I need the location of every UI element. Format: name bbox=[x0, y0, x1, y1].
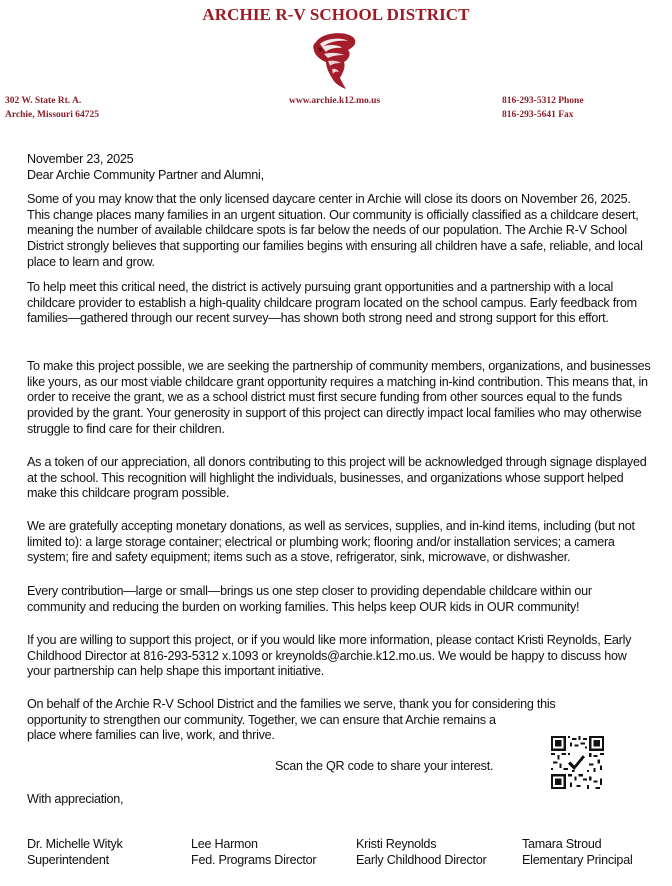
paragraph-text: Some of you may know that the only licensed daycare center in Archie will close its doors on November 26, 2025. This change places many families in an urgent situation. Our community is officially classified as a childcare desert, meaning the number of available childcare spots is far below the needs of our population. The Archie R-V School District strongly believes that supporting our families begins with ensuring all children have a safe, reliable, and local place to learn and grow. bbox=[27, 192, 643, 269]
paragraph-line: opportunity to strengthen our community. Together, we can ensure that Archie remains a bbox=[27, 712, 496, 727]
paragraph-text: If you are willing to support this project, or if you would like more information, please contact Kristi Reynolds, Early Childhood Director at 816-293-5312 x.1093 or kreynolds@archie.k12.mo.us. We would be happy to discuss how your partnership can help shape this important initiative. bbox=[27, 633, 632, 679]
paragraph-line: On behalf of the Archie R-V School District and the families we serve, thank you for considering this bbox=[27, 697, 556, 711]
qr-caption: Scan the QR code to share your interest. bbox=[275, 759, 494, 773]
phone-number: 816-293-5312 Phone bbox=[502, 96, 584, 106]
district-contact bbox=[502, 94, 584, 122]
salutation: Dear Archie Community Partner and Alumni, bbox=[27, 167, 264, 182]
signer-title: Superintendent bbox=[27, 853, 109, 867]
signature-superintendent bbox=[27, 836, 123, 868]
district-address bbox=[5, 94, 99, 122]
signature-early-childhood-director bbox=[356, 836, 487, 868]
paragraph-partnership-request bbox=[27, 359, 652, 438]
paragraph-contact-info bbox=[27, 633, 652, 680]
date-salutation-block bbox=[27, 152, 652, 183]
signer-name: Tamara Stroud bbox=[522, 837, 602, 851]
letter-date: November 23, 2025 bbox=[27, 152, 134, 166]
signature-fed-programs-director bbox=[191, 836, 316, 868]
fax-number: 816-293-5641 Fax bbox=[502, 110, 574, 120]
signature-elementary-principal bbox=[522, 836, 633, 868]
paragraph-text: Every contribution—large or small—brings us one step closer to providing dependable childcare within our community and reducing the burden on working families. This helps keep OUR kids in OUR community! bbox=[27, 584, 592, 614]
paragraph-accepted-donations bbox=[27, 519, 652, 566]
signer-name: Dr. Michelle Wityk bbox=[27, 837, 123, 851]
paragraph-every-contribution bbox=[27, 584, 652, 615]
signer-name: Kristi Reynolds bbox=[356, 837, 437, 851]
paragraph-text: As a token of our appreciation, all donors contributing to this project will be acknowledged through signage displayed at the school. This recognition will highlight the individuals, businesses, and organizations whose support helped make this childcare program possible. bbox=[27, 455, 647, 501]
address-line-2: Archie, Missouri 64725 bbox=[5, 110, 100, 120]
paragraph-donor-recognition bbox=[27, 455, 652, 502]
paragraph-line: place where families can live, work, and thrive. bbox=[27, 728, 275, 743]
website-link[interactable]: www.archie.k12.mo.us bbox=[289, 96, 381, 106]
paragraph-text: To help meet this critical need, the district is actively pursuing grant opportunities and a partnership with a local childcare provider to establish a high-quality childcare program located on the school campus. Early feedback from families—gathered through our recent survey—has shown both strong need and strong support for this effort. bbox=[27, 280, 637, 326]
paragraph-daycare-closing bbox=[27, 192, 652, 271]
tornado-logo-icon bbox=[302, 28, 364, 90]
signer-title: Early Childhood Director bbox=[356, 853, 487, 867]
district-title: ARCHIE R-V SCHOOL DISTRICT bbox=[202, 5, 470, 24]
paragraph-text: We are gratefully accepting monetary donations, as well as services, supplies, and in-kind items, including (but not limited to): a large storage container; electrical or plumbing work; flooring and/or installation services; a camera system; fire and safety equipment; items such as a stove, refrigerator, sink, microwave, or dishwasher. bbox=[27, 519, 635, 565]
closing: With appreciation, bbox=[27, 792, 124, 806]
paragraph-text: To make this project possible, we are seeking the partnership of community members, organizations, and businesses like yours, as our most viable childcare grant opportunity requires a matching in-kind contribution. This means that, in order to receive the grant, we as a school district must first secure funding from other sources equal to the funds provided by the grant. Your generosity in support of this project can directly impact local families who may otherwise struggle to find care for their children. bbox=[27, 359, 651, 436]
address-line-1: 302 W. State Rt. A. bbox=[5, 96, 82, 106]
district-website bbox=[289, 94, 380, 108]
paragraph-grant-pursuit bbox=[27, 280, 652, 327]
signer-name: Lee Harmon bbox=[191, 837, 258, 851]
signer-title: Fed. Programs Director bbox=[191, 853, 317, 867]
qr-code-icon[interactable] bbox=[551, 736, 604, 789]
signer-title: Elementary Principal bbox=[522, 853, 633, 867]
